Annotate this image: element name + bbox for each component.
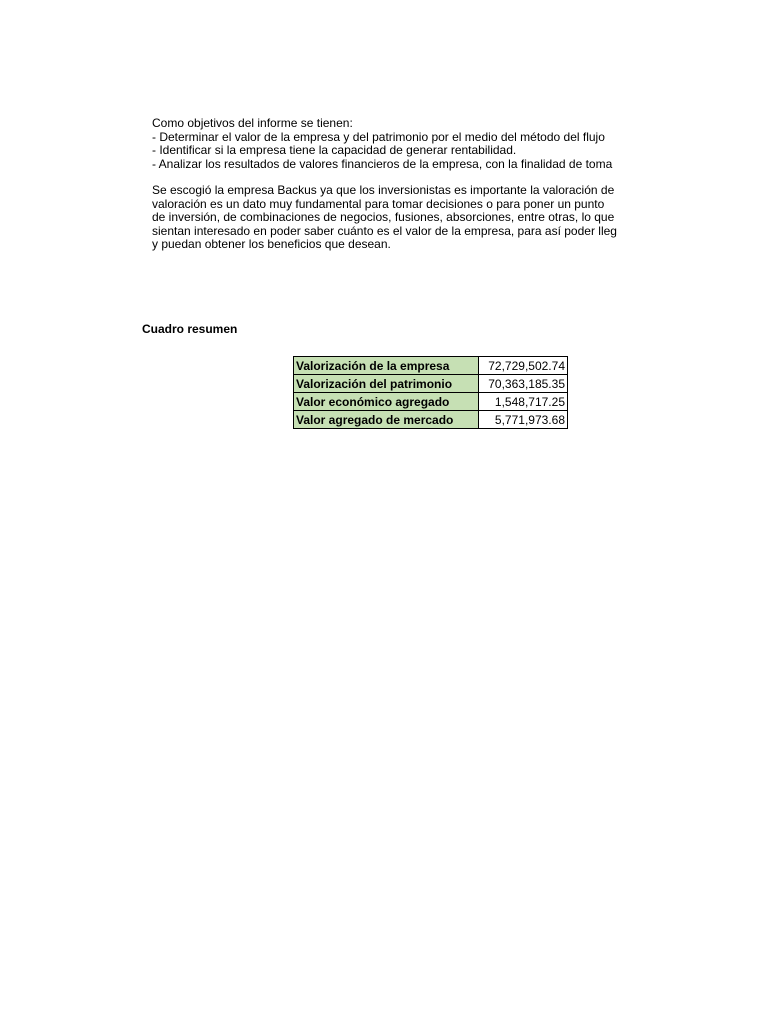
table-row <box>294 393 568 411</box>
summary-value[interactable]: 70,363,185.35 <box>479 375 568 393</box>
summary-label[interactable]: Valorización del patrimonio <box>294 375 479 393</box>
summary-title: Cuadro resumen <box>142 322 238 336</box>
paragraph-spacer <box>152 171 644 184</box>
summary-label[interactable]: Valorización de la empresa <box>294 357 479 375</box>
paragraph-line: y puedan obtener los beneficios que desean. <box>152 238 391 251</box>
intro-text <box>152 117 644 252</box>
summary-table <box>293 356 568 429</box>
table-row <box>294 375 568 393</box>
objective-item: - Determinar el valor de la empresa y del patrimonio por el medio del método del flujo <box>152 130 605 144</box>
paragraph-line: de inversión, de combinaciones de negocios, fusiones, absorciones, entre otras, lo que <box>152 211 615 224</box>
paragraph-line: Se escogió la empresa Backus ya que los inversionistas es importante la valoración de <box>152 184 615 197</box>
objective-item: - Analizar los resultados de valores financieros de la empresa, con la finalidad de toma <box>152 157 613 171</box>
table-row <box>294 357 568 375</box>
summary-label[interactable]: Valor económico agregado <box>294 393 479 411</box>
objectives-heading: Como objetivos del informe se tienen: <box>152 117 353 130</box>
summary-value[interactable]: 5,771,973.68 <box>479 411 568 429</box>
summary-label[interactable]: Valor agregado de mercado <box>294 411 479 429</box>
objective-item: - Identificar si la empresa tiene la capacidad de generar rentabilidad. <box>152 144 517 157</box>
summary-value[interactable]: 72,729,502.74 <box>479 357 568 375</box>
summary-value[interactable]: 1,548,717.25 <box>479 393 568 411</box>
paragraph-line: sientan interesado en poder saber cuánto es el valor de la empresa, para así poder lleg <box>152 224 617 238</box>
table-row <box>294 411 568 429</box>
paragraph-line: valoración es un dato muy fundamental para tomar decisiones o para poner un punto <box>152 197 605 211</box>
